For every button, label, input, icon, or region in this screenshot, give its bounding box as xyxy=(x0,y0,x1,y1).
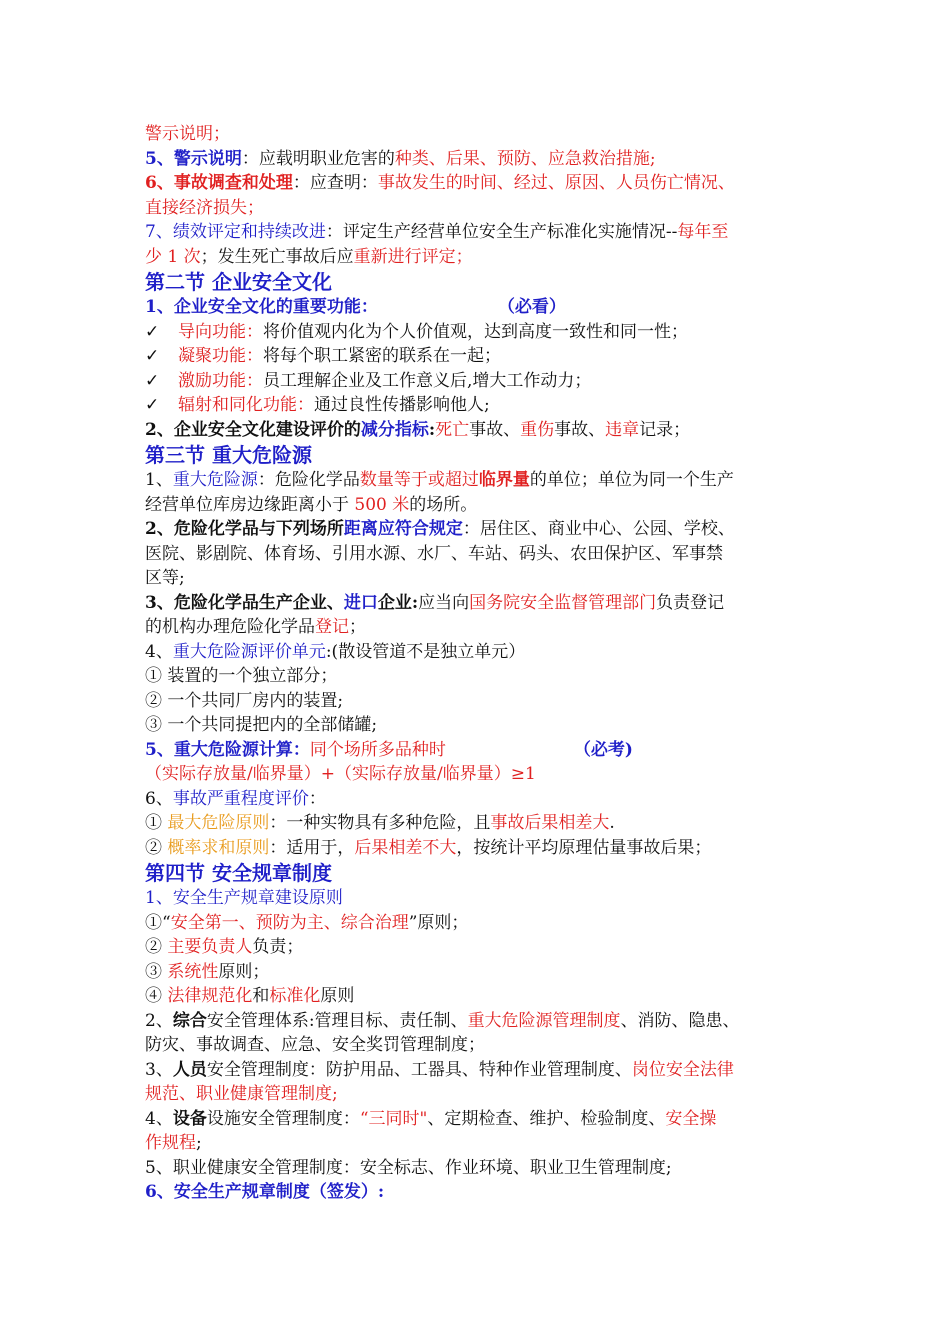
text-line: 6、事故严重程度评价： xyxy=(145,788,326,809)
list-item: ① 装置的一个独立部分； xyxy=(145,666,338,686)
text-line: 防灾、事故调查、应急、安全奖罚管理制度； xyxy=(145,1035,485,1055)
text-line: 经营单位库房边缘距离小于 500 米的场所。 xyxy=(145,494,478,515)
check-icon: ✓ xyxy=(145,346,160,366)
list-item: ② 概率求和原则：适用于，后果相差不大，按统计平均原理估量事故后果； xyxy=(145,837,712,858)
document-page xyxy=(145,122,815,1205)
text-line: 作规程; xyxy=(145,1133,202,1153)
list-item: ✓ 凝聚功能：将每个职工紧密的联系在一起； xyxy=(145,344,815,369)
formula-line: （实际存放量/临界量）+（实际存放量/临界量）≥1 xyxy=(145,764,536,784)
text-line: 少 1 次；发生死亡事故后应重新进行评定； xyxy=(145,246,473,267)
text-line: 5、警示说明：应载明职业危害的种类、后果、预防、应急救治措施; xyxy=(145,148,656,169)
list-item: ① 最大危险原则：一种实物具有多种危险，且事故后果相差大. xyxy=(145,813,615,833)
list-item: ✓ 激励功能：员工理解企业及工作意义后,增大工作动力； xyxy=(145,369,815,394)
text-line: 2、危险化学品与下列场所距离应符合规定：居住区、商业中心、公园、学校、 xyxy=(145,519,735,539)
text-line: 5、职业健康安全管理制度：安全标志、作业环境、职业卫生管理制度; xyxy=(145,1157,672,1178)
list-item: ①“安全第一、预防为主、综合治理”原则； xyxy=(145,912,469,933)
text-line: 3、危险化学品生产企业、进口企业:应当向国务院安全监督管理部门负责登记 xyxy=(145,592,725,613)
text-line: 2、企业安全文化建设评价的减分指标:死亡事故、重伤事故、违章记录； xyxy=(145,419,691,440)
text-line: 6、事故调查和处理：应查明：事故发生的时间、经过、原因、人员伤亡情况、 xyxy=(145,173,735,193)
text-line: 1、企业安全文化的重要功能： （必看） xyxy=(145,297,566,317)
section-heading: 第四节 安全规章制度 xyxy=(145,861,332,885)
check-icon: ✓ xyxy=(145,321,160,342)
text-line: 警示说明； xyxy=(145,124,230,144)
text-line: 直接经济损失； xyxy=(145,197,264,218)
text-line: 医院、影剧院、体育场、引用水源、水厂、车站、码头、农田保护区、军事禁 xyxy=(145,543,723,564)
list-item: ④ 法律规范化和标准化原则 xyxy=(145,986,355,1006)
check-icon: ✓ xyxy=(145,395,160,415)
check-icon: ✓ xyxy=(145,370,160,391)
text-line: 区等; xyxy=(145,568,185,588)
list-item: ③ 一个共同提把内的全部储罐; xyxy=(145,715,378,735)
list-item: ② 主要负责人负责； xyxy=(145,937,304,957)
text-line: 1、重大危险源：危险化学品数量等于或超过临界量的单位；单位为同一个生产 xyxy=(145,470,734,490)
list-item: ② 一个共同厂房内的装置; xyxy=(145,690,344,711)
text-line: 2、综合安全管理体系:管理目标、责任制、重大危险源管理制度、消防、隐患、 xyxy=(145,1010,740,1031)
text-line: 6、安全生产规章制度（签发）: xyxy=(145,1182,385,1202)
list-item: ③ 系统性原则； xyxy=(145,961,270,982)
list-item: ✓ 辐射和同化功能：通过良性传播影响他人; xyxy=(145,393,815,418)
text-line: 7、绩效评定和持续改进：评定生产经营单位安全生产标准化实施情况--每年至 xyxy=(145,222,729,242)
text-line: 5、重大危险源计算：同个场所多品种时 （必考) xyxy=(145,739,633,760)
text-line: 4、重大危险源评价单元:(散设管道不是独立单元） xyxy=(145,641,526,662)
text-line: 规范、职业健康管理制度; xyxy=(145,1084,338,1104)
section-heading: 第二节 企业安全文化 xyxy=(145,270,332,294)
section-heading: 第三节 重大危险源 xyxy=(145,443,312,467)
text-line: 4、设备设施安全管理制度：“三同时"、定期检查、维护、检验制度、安全操 xyxy=(145,1108,717,1129)
text-line: 3、人员安全管理制度：防护用品、工器具、特种作业管理制度、岗位安全法律 xyxy=(145,1059,734,1080)
text-line: 的机构办理危险化学品登记； xyxy=(145,617,366,637)
list-item: ✓ 导向功能：将价值观内化为个人价值观，达到高度一致性和同一性； xyxy=(145,320,815,345)
text-line: 1、安全生产规章建设原则 xyxy=(145,888,343,908)
